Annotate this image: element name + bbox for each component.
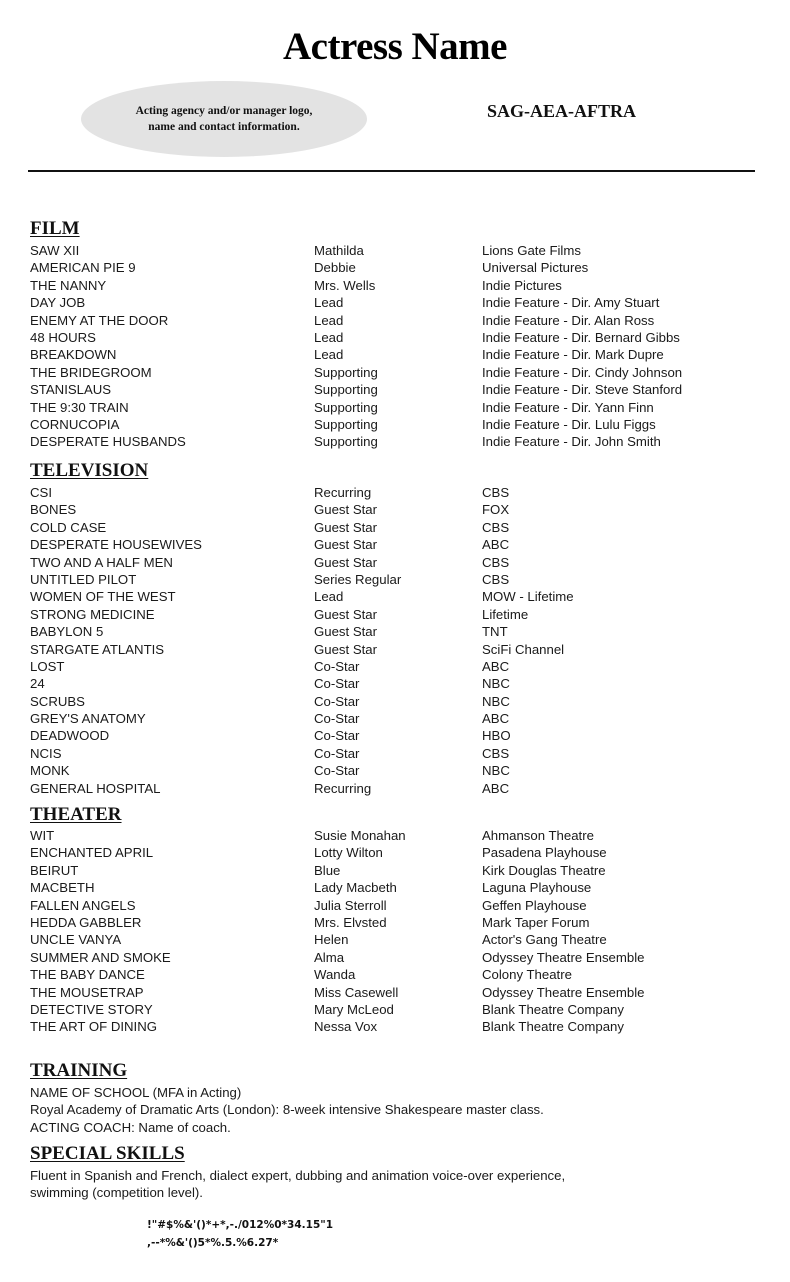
credit-row: [30, 433, 770, 450]
credit-company: Blank Theatre Company: [482, 1019, 624, 1035]
credit-role: Guest Star: [314, 641, 378, 657]
credit-role: Lotty Wilton: [314, 845, 383, 861]
credit-row: [30, 762, 770, 779]
credit-role: Nessa Vox: [314, 1019, 378, 1035]
credit-row: [30, 1001, 770, 1018]
training-heading: TRAINING: [30, 1060, 128, 1081]
credit-role: Supporting: [314, 364, 378, 380]
credit-title: COLD CASE: [30, 519, 107, 535]
film-heading: FILM: [30, 218, 80, 239]
credit-role: Supporting: [314, 416, 378, 432]
credit-title: WOMEN OF THE WEST: [30, 589, 176, 605]
skills-line: Fluent in Spanish and French, dialect expert, dubbing and animation voice-over experience,: [30, 1168, 566, 1183]
credit-title: WIT: [30, 828, 55, 843]
credit-title: BEIRUT: [30, 862, 79, 878]
credit-company: NBC: [482, 693, 510, 709]
credit-role: Lady Macbeth: [314, 880, 397, 896]
credit-title: STRONG MEDICINE: [30, 606, 155, 622]
credit-title: DETECTIVE STORY: [30, 1001, 153, 1017]
credit-role: Recurring: [314, 780, 372, 796]
credit-row: [30, 879, 770, 896]
credit-company: Geffen Playhouse: [482, 897, 587, 913]
credit-company: Lifetime: [482, 606, 529, 622]
credit-title: BONES: [30, 502, 77, 518]
credit-row: [30, 658, 770, 675]
credit-title: MONK: [30, 763, 70, 779]
credit-row: [30, 242, 770, 259]
credit-title: 24: [30, 676, 45, 692]
credit-title: GENERAL HOSPITAL: [30, 780, 161, 796]
credit-row: [30, 641, 770, 658]
credit-role: Co-Star: [314, 763, 360, 779]
credit-company: Universal Pictures: [482, 260, 589, 276]
credit-title: BABYLON 5: [30, 624, 104, 640]
credit-row: [30, 675, 770, 692]
credit-company: Indie Feature - Dir. John Smith: [482, 434, 661, 450]
credit-role: Mrs. Elvsted: [314, 914, 387, 930]
credit-company: Mark Taper Forum: [482, 914, 590, 930]
credit-title: STARGATE ATLANTIS: [30, 641, 165, 657]
credit-title: THE ART OF DINING: [30, 1019, 158, 1035]
credit-role: Guest Star: [314, 554, 378, 570]
credit-row: [30, 294, 770, 311]
credit-company: Indie Feature - Dir. Cindy Johnson: [482, 364, 683, 380]
credit-company: Blank Theatre Company: [482, 1001, 624, 1017]
credit-row: [30, 897, 770, 914]
credit-company: ABC: [482, 658, 510, 674]
credit-title: AMERICAN PIE 9: [30, 260, 136, 276]
credit-role: Supporting: [314, 399, 378, 415]
credit-row: [30, 329, 770, 346]
credit-company: CBS: [482, 485, 510, 500]
credit-row: [30, 536, 770, 553]
credit-role: Guest Star: [314, 537, 378, 553]
credit-row: [30, 484, 770, 501]
credit-company: NBC: [482, 676, 510, 692]
credit-title: THE BRIDEGROOM: [30, 364, 152, 380]
credit-company: Indie Feature - Dir. Steve Stanford: [482, 382, 683, 398]
credit-role: Lead: [314, 329, 344, 345]
credit-role: Co-Star: [314, 658, 360, 674]
credit-role: Susie Monahan: [314, 828, 406, 843]
credit-role: Mathilda: [314, 243, 364, 258]
credit-company: Indie Feature - Dir. Yann Finn: [482, 399, 654, 415]
credit-title: DESPERATE HOUSEWIVES: [30, 537, 202, 553]
credit-role: Co-Star: [314, 728, 360, 744]
credit-company: Odyssey Theatre Ensemble: [482, 949, 645, 965]
credit-role: Debbie: [314, 260, 356, 276]
credit-company: Indie Feature - Dir. Alan Ross: [482, 312, 655, 328]
credit-role: Helen: [314, 932, 349, 948]
credit-company: Actor's Gang Theatre: [482, 932, 607, 948]
garbled-line: !"#$%&'()*+*,-./012%0*34.15"1: [147, 1219, 334, 1231]
credit-row: [30, 1018, 770, 1035]
training-line: ACTING COACH: Name of coach.: [30, 1119, 231, 1135]
credit-role: Co-Star: [314, 693, 360, 709]
header-divider: [28, 170, 755, 172]
credit-role: Co-Star: [314, 711, 360, 727]
credit-role: Guest Star: [314, 624, 378, 640]
credit-company: Indie Feature - Dir. Bernard Gibbs: [482, 329, 680, 345]
credit-title: ENEMY AT THE DOOR: [30, 312, 169, 328]
credit-company: HBO: [482, 728, 511, 744]
credit-title: STANISLAUS: [30, 382, 112, 398]
credit-title: DAY JOB: [30, 295, 86, 311]
credit-row: [30, 780, 770, 797]
credit-row: [30, 966, 770, 983]
credit-row: [30, 727, 770, 744]
credit-row: [30, 914, 770, 931]
credit-title: BREAKDOWN: [30, 347, 117, 363]
credit-row: [30, 606, 770, 623]
credit-company: CBS: [482, 519, 510, 535]
credit-role: Recurring: [314, 485, 372, 500]
agency-text: Acting agency and/or manager logo, name and contact information.: [135, 105, 313, 133]
credit-title: SCRUBS: [30, 693, 85, 709]
credit-row: [30, 949, 770, 966]
credit-row: [30, 501, 770, 518]
credit-company: Laguna Playhouse: [482, 880, 592, 896]
credit-row: [30, 931, 770, 948]
skills-line: swimming (competition level).: [30, 1185, 203, 1201]
credit-row: [30, 693, 770, 710]
credit-title: GREY'S ANATOMY: [30, 711, 146, 727]
credit-title: ENCHANTED APRIL: [30, 845, 154, 861]
credit-title: LOST: [30, 658, 65, 674]
credit-role: Guest Star: [314, 502, 378, 518]
credit-title: DEADWOOD: [30, 728, 110, 744]
credit-role: Mary McLeod: [314, 1001, 394, 1017]
credit-title: CORNUCOPIA: [30, 416, 120, 432]
credit-company: Indie Feature - Dir. Lulu Figgs: [482, 416, 656, 432]
garbled-footer-text: [147, 1216, 333, 1252]
credit-role: Guest Star: [314, 519, 378, 535]
credit-title: THE BABY DANCE: [30, 967, 145, 983]
credit-role: Supporting: [314, 434, 378, 450]
credit-row: [30, 364, 770, 381]
credit-company: NBC: [482, 763, 510, 779]
credit-row: [30, 745, 770, 762]
credit-row: [30, 399, 770, 416]
credit-company: FOX: [482, 502, 510, 518]
credit-role: Co-Star: [314, 745, 360, 761]
television-heading: TELEVISION: [30, 460, 149, 481]
credit-role: Miss Casewell: [314, 984, 399, 1000]
credit-company: ABC: [482, 537, 510, 553]
training-line: Royal Academy of Dramatic Arts (London): 8-week intensive Shakespeare master class.: [30, 1102, 544, 1118]
credit-role: Lead: [314, 312, 344, 328]
credit-title: THE MOUSETRAP: [30, 984, 144, 1000]
credit-company: Odyssey Theatre Ensemble: [482, 984, 645, 1000]
credit-title: HEDDA GABBLER: [30, 914, 142, 930]
credit-row: [30, 554, 770, 571]
credit-title: CSI: [30, 485, 52, 500]
credit-role: Supporting: [314, 382, 378, 398]
credit-company: CBS: [482, 571, 510, 587]
credit-row: [30, 312, 770, 329]
credit-company: ABC: [482, 780, 510, 796]
credit-role: Lead: [314, 295, 344, 311]
special-skills-details: [30, 1167, 565, 1202]
credit-company: SciFi Channel: [482, 641, 565, 657]
credit-row: [30, 862, 770, 879]
garbled-line: ,--*%&'()5*%.5.%6.27*: [147, 1237, 279, 1249]
training-details: [30, 1084, 544, 1136]
credit-company: Colony Theatre: [482, 967, 572, 983]
credit-row: [30, 416, 770, 433]
credit-role: Wanda: [314, 967, 356, 983]
television-credits: [30, 484, 770, 797]
film-credits: [30, 242, 770, 451]
credit-company: TNT: [482, 624, 508, 640]
credit-role: Lead: [314, 589, 344, 605]
special-skills-heading: SPECIAL SKILLS: [30, 1143, 185, 1164]
credit-title: THE 9:30 TRAIN: [30, 399, 129, 415]
credit-company: ABC: [482, 711, 510, 727]
credit-row: [30, 710, 770, 727]
credit-role: Lead: [314, 347, 344, 363]
theater-heading: THEATER: [30, 804, 122, 825]
credit-title: FALLEN ANGELS: [30, 897, 136, 913]
credit-title: UNCLE VANYA: [30, 932, 122, 948]
credit-role: Blue: [314, 862, 341, 878]
actress-name-title: Actress Name: [283, 25, 507, 68]
credit-company: CBS: [482, 745, 510, 761]
credit-row: [30, 346, 770, 363]
credit-title: MACBETH: [30, 880, 95, 896]
credit-title: NCIS: [30, 745, 62, 761]
credit-company: Kirk Douglas Theatre: [482, 862, 606, 878]
credit-row: [30, 588, 770, 605]
credit-role: Series Regular: [314, 571, 402, 587]
credit-company: Indie Pictures: [482, 277, 562, 293]
credit-company: Indie Feature - Dir. Amy Stuart: [482, 295, 660, 311]
credit-title: DESPERATE HUSBANDS: [30, 434, 186, 450]
credit-title: THE NANNY: [30, 277, 107, 293]
training-line: NAME OF SCHOOL (MFA in Acting): [30, 1085, 242, 1100]
credit-title: TWO AND A HALF MEN: [30, 554, 173, 570]
credit-row: [30, 844, 770, 861]
credit-row: [30, 827, 770, 844]
agency-logo-placeholder: [81, 81, 367, 157]
union-affiliation: SAG-AEA-AFTRA: [487, 101, 637, 121]
credit-title: SAW XII: [30, 243, 80, 258]
credit-company: Indie Feature - Dir. Mark Dupre: [482, 347, 664, 363]
credit-row: [30, 277, 770, 294]
credit-role: Co-Star: [314, 676, 360, 692]
credit-row: [30, 984, 770, 1001]
credit-row: [30, 259, 770, 276]
credit-row: [30, 623, 770, 640]
credit-company: Pasadena Playhouse: [482, 845, 607, 861]
credit-role: Julia Sterroll: [314, 897, 387, 913]
credit-row: [30, 571, 770, 588]
theater-credits: [30, 827, 770, 1036]
credit-title: UNTITLED PILOT: [30, 571, 137, 587]
credit-title: SUMMER AND SMOKE: [30, 949, 171, 965]
credit-role: Alma: [314, 949, 345, 965]
credit-role: Mrs. Wells: [314, 277, 376, 293]
credit-company: CBS: [482, 554, 510, 570]
credit-row: [30, 381, 770, 398]
credit-company: MOW - Lifetime: [482, 589, 574, 605]
credit-company: Lions Gate Films: [482, 243, 581, 258]
credit-company: Ahmanson Theatre: [482, 828, 594, 843]
credit-role: Guest Star: [314, 606, 378, 622]
credit-row: [30, 519, 770, 536]
credit-title: 48 HOURS: [30, 329, 96, 345]
